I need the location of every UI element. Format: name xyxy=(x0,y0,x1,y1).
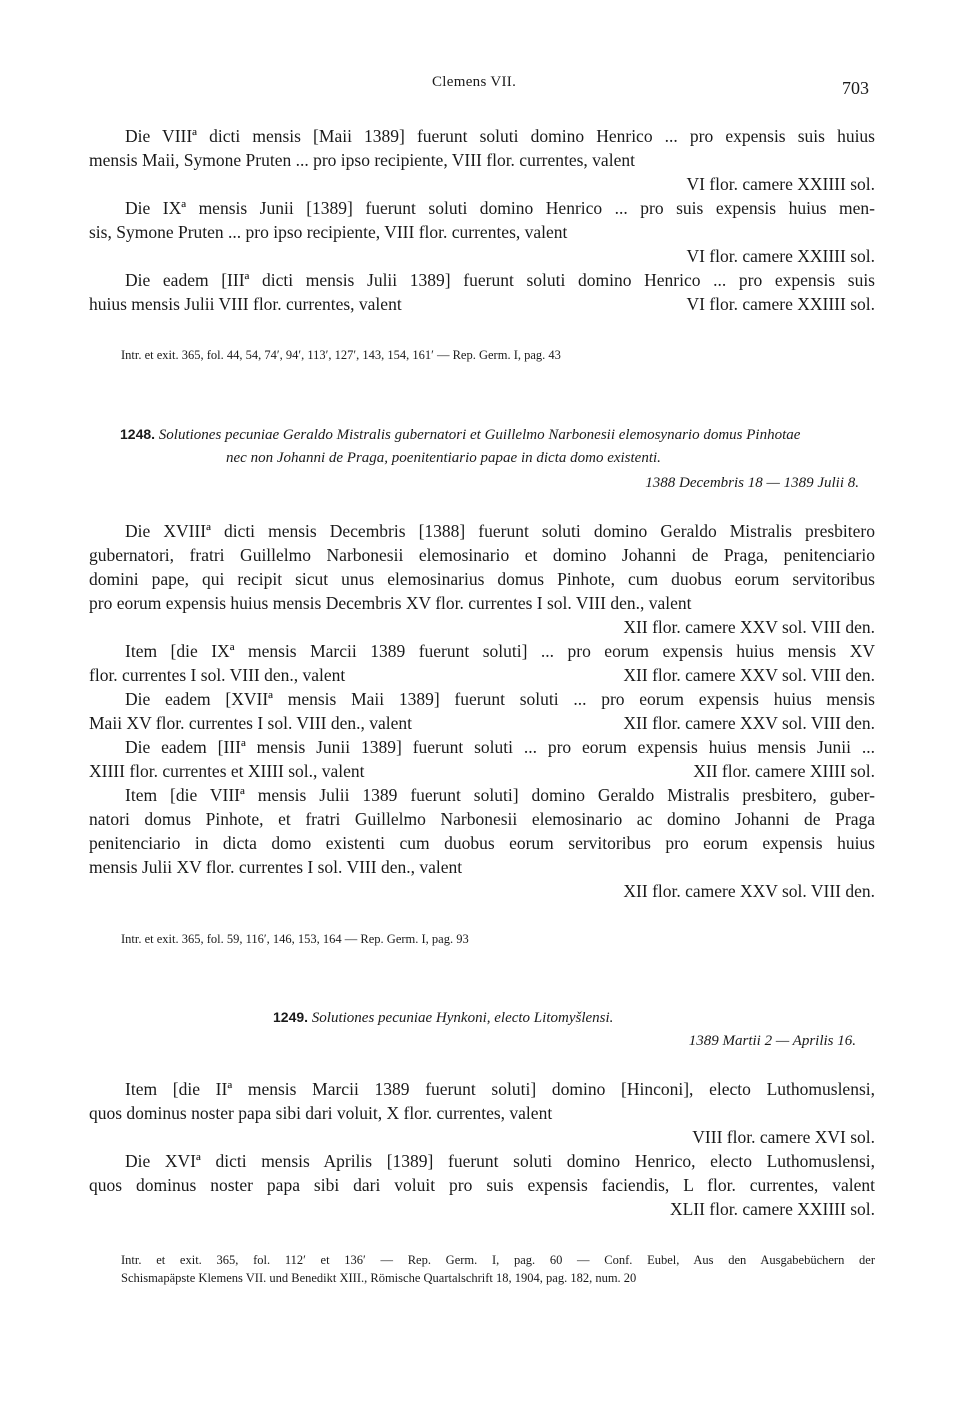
amount-segment: XII flor. camere XXV sol. VIII den. xyxy=(623,713,875,733)
text-line: sis, Symone Pruten ... pro ipso recipiente, VIII flor. currentes, valent xyxy=(89,222,568,242)
text-line: quos dominus noster papa sibi dari voluit, X flor. currentes, valent xyxy=(89,1103,553,1123)
entry-heading xyxy=(273,1006,613,1029)
entry-heading xyxy=(120,423,800,446)
amount-line: XLII flor. camere XXIIII sol. xyxy=(669,1199,875,1219)
text-line: Item [die VIIIª mensis Julii 1389 fuerunt soluti] domino Geraldo Mistralis presbitero, guber- xyxy=(125,785,875,805)
text-line-with-amount xyxy=(89,759,875,783)
top-section xyxy=(89,124,875,316)
entry-date: 1389 Martii 2 — Aprilis 16. xyxy=(688,1033,856,1049)
amount-line: VIII flor. camere XVI sol. xyxy=(692,1127,875,1147)
amount-segment: XII flor. camere XXV sol. VIII den. xyxy=(623,665,875,685)
amount-line: XII flor. camere XXV sol. VIII den. xyxy=(623,881,875,901)
text-segment: huius mensis Julii VIII flor. currentes, valent xyxy=(89,294,402,314)
text-line: Die eadem [XVIIª mensis Maii 1389] fuerunt soluti ... pro eorum expensis huius mensis xyxy=(125,689,875,709)
text-line-with-amount xyxy=(89,292,875,316)
text-segment: Maii XV flor. currentes I sol. VIII den., valent xyxy=(89,713,413,733)
text-line: Die XVIIIª dicti mensis Decembris [1388] fuerunt soluti domino Geraldo Mistralis presbitero xyxy=(125,521,875,541)
entry-1248-body xyxy=(89,519,875,903)
entry-1249-body xyxy=(89,1077,875,1221)
text-line: Die VIIIª dicti mensis [Maii 1389] fuerunt soluti domino Henrico ... pro expensis suis huius xyxy=(125,126,875,146)
text-line: natori domus Pinhote, et fratri Guillelmo Narbonesii elemosinario ac domino Johanni de Praga xyxy=(89,809,875,829)
source-reference: Intr. et exit. 365, fol. 59, 116′, 146, 153, 164 — Rep. Germ. I, pag. 93 xyxy=(121,932,469,946)
entry-number: 1249. xyxy=(273,1009,309,1025)
source-line: Intr. et exit. 365, fol. 112′ et 136′ — Rep. Germ. I, pag. 60 — Conf. Eubel, Aus den Ausgabebüchern der xyxy=(121,1253,875,1267)
text-line: mensis Julii XV flor. currentes I sol. VIII den., valent xyxy=(89,857,463,877)
text-line: quos dominus noster papa sibi dari voluit pro suis expensis faciendis, L flor. currentes, valent xyxy=(89,1175,875,1195)
source-line: Schismapäpste Klemens VII. und Benedikt XIII., Römische Quartalschrift 18, 1904, pag. 182, num. 20 xyxy=(121,1271,637,1285)
text-segment: XIIII flor. currentes et XIIII sol., valent xyxy=(89,761,365,781)
text-line: Item [die IIª mensis Marcii 1389 fuerunt soluti] domino [Hinconi], electo Luthomuslensi, xyxy=(125,1079,875,1099)
text-line-with-amount xyxy=(89,711,875,735)
text-line-with-amount xyxy=(89,663,875,687)
source-reference: Intr. et exit. 365, fol. 44, 54, 74′, 94′, 113′, 127′, 143, 154, 161′ — Rep. Germ. I, pag. 43 xyxy=(121,348,561,362)
text-line: Item [die IXª mensis Marcii 1389 fuerunt soluti] ... pro eorum expensis huius mensis XV xyxy=(125,641,875,661)
entry-title: Solutiones pecuniae Hynkoni, electo Litomyšlensi. xyxy=(311,1010,614,1026)
entry-date: 1388 Decembris 18 — 1389 Julii 8. xyxy=(645,475,859,491)
amount-line: VI flor. camere XXIIII sol. xyxy=(686,174,875,194)
source-reference xyxy=(121,1251,875,1287)
entry-number: 1248. xyxy=(120,426,156,442)
text-line: penitenciario in dicta domo existenti cum duobus eorum servitoribus pro eorum expensis huius xyxy=(89,833,875,853)
entry-title-continued: nec non Johanni de Praga, poenitentiario papae in dicta domo existenti. xyxy=(226,450,661,466)
amount-line: VI flor. camere XXIIII sol. xyxy=(686,246,875,266)
text-line: gubernatori, fratri Guillelmo Narbonesii elemosinario et domino Johanni de Praga, penitenciario xyxy=(89,545,875,565)
amount-segment: VI flor. camere XXIIII sol. xyxy=(686,294,875,314)
page-number: 703 xyxy=(842,78,869,98)
text-line: mensis Maii, Symone Pruten ... pro ipso recipiente, VIII flor. currentes, valent xyxy=(89,150,635,170)
amount-line: XII flor. camere XXV sol. VIII den. xyxy=(623,617,875,637)
text-segment: flor. currentes I sol. VIII den., valent xyxy=(89,665,346,685)
amount-segment: XII flor. camere XIIII sol. xyxy=(693,761,875,781)
text-line: Die eadem [IIIª dicti mensis Julii 1389] fuerunt soluti domino Henrico ... pro expensis suis xyxy=(125,270,875,290)
text-line: pro eorum expensis huius mensis Decembris XV flor. currentes I sol. VIII den., valent xyxy=(89,593,692,613)
text-line: Die XVIª dicti mensis Aprilis [1389] fuerunt soluti domino Henrico, electo Luthomuslensi, xyxy=(125,1151,875,1171)
text-line: Die IXª mensis Junii [1389] fuerunt soluti domino Henrico ... pro suis expensis huius men- xyxy=(125,198,875,218)
running-head: Clemens VII. xyxy=(432,74,517,90)
text-line: Die eadem [IIIª mensis Junii 1389] fuerunt soluti ... pro eorum expensis huius mensis Junii ... xyxy=(125,737,875,757)
entry-heading-continued xyxy=(226,447,661,469)
entry-title: Solutiones pecuniae Geraldo Mistralis gubernatori et Guillelmo Narbonesii elemosynario domus Pinhotae xyxy=(158,427,801,443)
text-line: domini pape, qui recipit sicut unus elemosinarius domus Pinhote, cum duobus eorum servitoribus xyxy=(89,569,875,589)
